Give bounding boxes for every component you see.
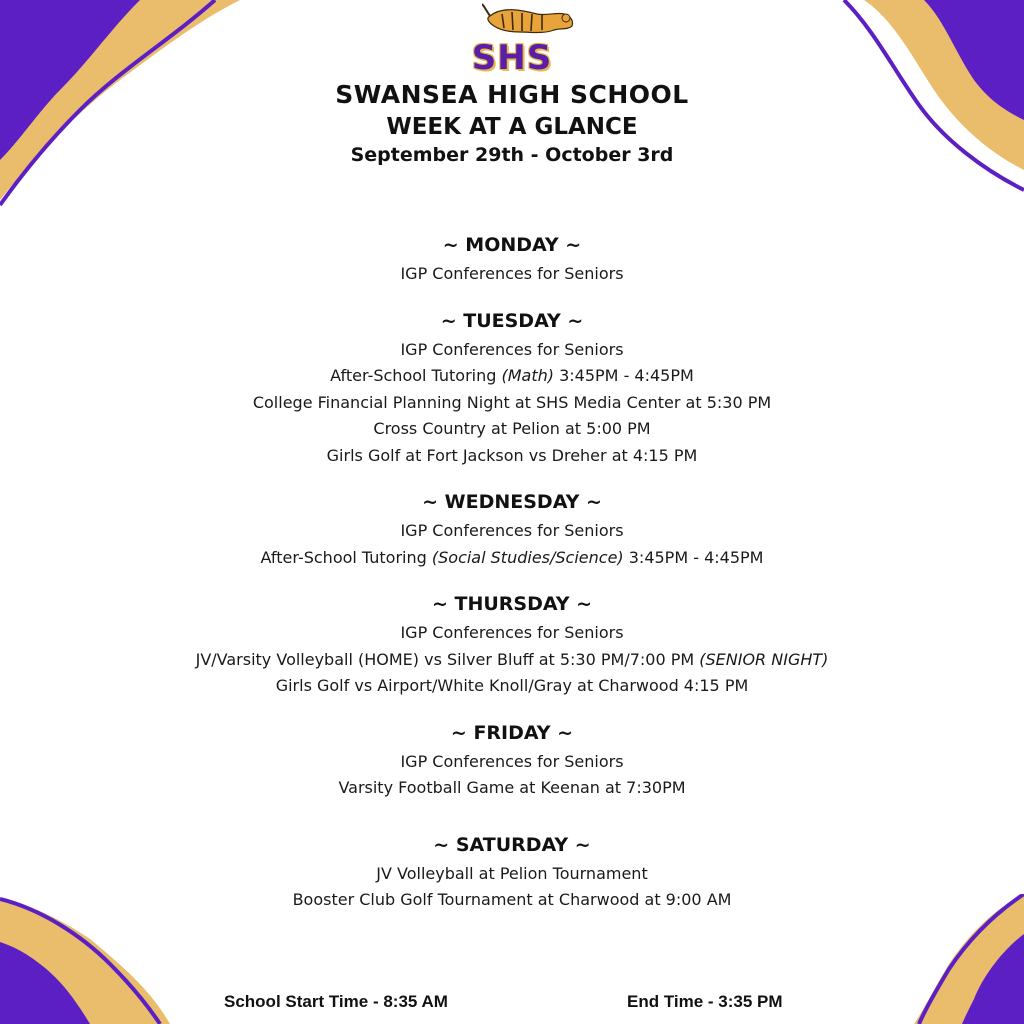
school-end-time: End Time - 3:35 PM xyxy=(627,992,783,1011)
event-item: College Financial Planning Night at SHS Media Center at 5:30 PM xyxy=(252,392,772,412)
day-title: ~ SATURDAY ~ xyxy=(433,833,591,856)
day-wednesday xyxy=(0,489,1024,571)
week-at-a-glance-heading: WEEK AT A GLANCE xyxy=(386,114,638,140)
day-title: ~ WEDNESDAY ~ xyxy=(422,491,602,513)
day-title: ~ MONDAY ~ xyxy=(442,234,582,256)
day-thursday xyxy=(0,591,1024,700)
event-item: Varsity Football Game at Keenan at 7:30PM xyxy=(338,778,686,797)
event-item: Booster Club Golf Tournament at Charwood at 9:00 AM xyxy=(292,890,732,909)
day-friday xyxy=(0,720,1024,802)
shs-logo-text: SHS xyxy=(471,38,553,78)
date-range-heading: September 29th - October 3rd xyxy=(350,144,674,166)
event-item: Cross Country at Pelion at 5:00 PM xyxy=(373,419,651,438)
day-title: ~ THURSDAY ~ xyxy=(431,593,593,615)
day-saturday xyxy=(0,832,1024,914)
event-item: JV/Varsity Volleyball (HOME) vs Silver Bluff at 5:30 PM/7:00 PM (SENIOR NIGHT) xyxy=(195,649,829,669)
event-item: Girls Golf vs Airport/White Knoll/Gray at Charwood 4:15 PM xyxy=(275,676,749,695)
day-title: ~ TUESDAY ~ xyxy=(440,309,584,332)
event-item: IGP Conferences for Seniors xyxy=(400,264,624,283)
weekly-schedule xyxy=(0,232,1024,934)
event-item: IGP Conferences for Seniors xyxy=(400,751,624,771)
school-start-time: School Start Time - 8:35 AM xyxy=(224,992,448,1011)
event-item: IGP Conferences for Seniors xyxy=(400,521,624,540)
day-title: ~ FRIDAY ~ xyxy=(450,721,574,744)
event-item: JV Volleyball at Pelion Tournament xyxy=(376,863,648,883)
day-monday xyxy=(0,232,1024,288)
event-item: After-School Tutoring (Math) 3:45PM - 4:45PM xyxy=(330,366,694,385)
event-item: After-School Tutoring (Social Studies/Science) 3:45PM - 4:45PM xyxy=(260,547,764,567)
school-name-heading: SWANSEA HIGH SCHOOL xyxy=(335,80,689,109)
event-item: IGP Conferences for Seniors xyxy=(400,339,624,359)
day-tuesday xyxy=(0,308,1024,470)
event-item: Girls Golf at Fort Jackson vs Dreher at 4:15 PM xyxy=(326,445,698,465)
event-item: IGP Conferences for Seniors xyxy=(400,623,624,642)
